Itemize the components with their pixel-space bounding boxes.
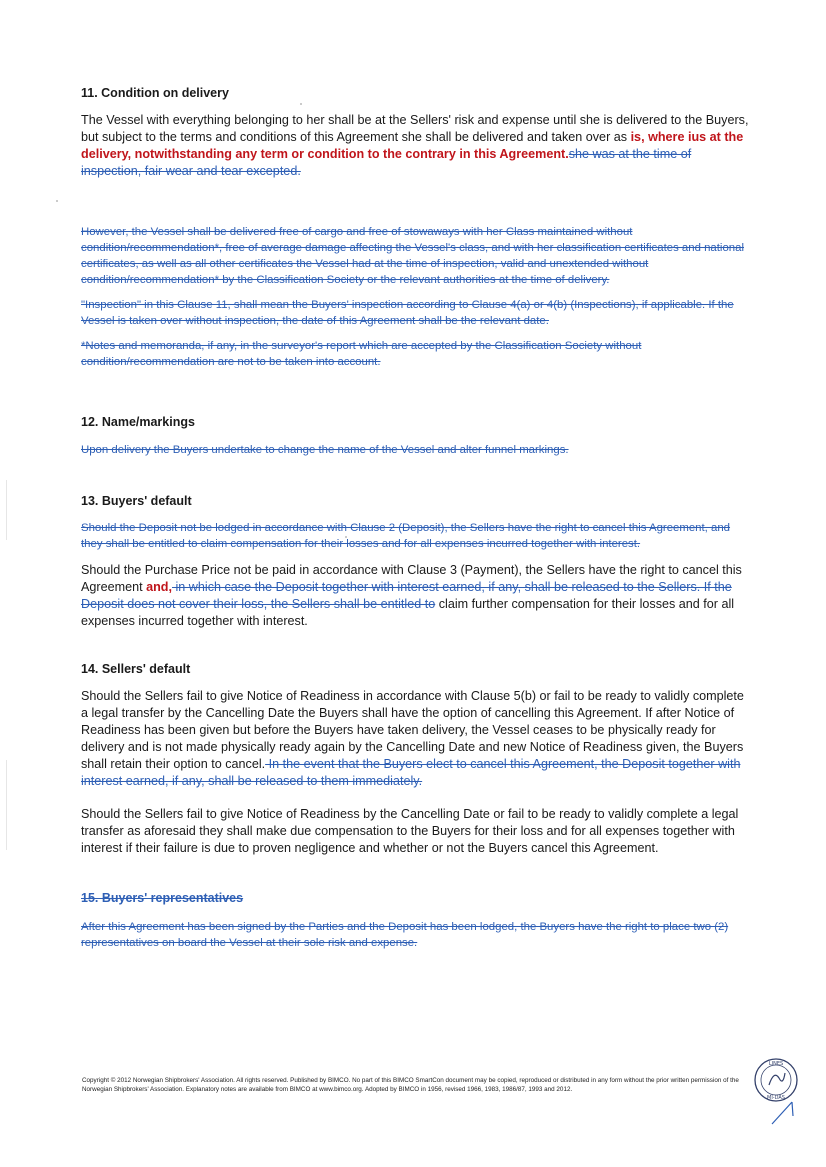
- margin-mark: [6, 760, 7, 850]
- clause-heading: 13. Buyers' default: [81, 494, 192, 508]
- inserted-text: and,: [146, 580, 172, 594]
- inserted-text: is, where ius at the delivery, notwithstanding any term or condition to the contrary in this Agreement.: [81, 130, 744, 161]
- clause-15: [81, 891, 751, 951]
- body-text: Should the Sellers fail to give Notice of Readiness in accordance with Clause 5(b) or fail to be ready to validly complete a legal transfer by the Cancelling Date the Buyers shall have the option of cancelling this Agreement. If after Notice of Readiness has been given but before the Buyers have taken delivery, the Vessel ceases to be physically ready for delivery and is not made physically ready again by the Cancelling Date and new Notice of Readiness given, the Buyers shall retain their option to cancel.: [81, 689, 744, 771]
- margin-mark: [6, 480, 7, 540]
- body-paragraph: Should the Sellers fail to give Notice of Readiness by the Cancelling Date or fail to be ready to validly complete a legal transfer as aforesaid they shall make due compensation to the Buyers for their loss and for all expenses together with interest if their failure is due to proven negligence and whether or not the Buyers cancel this Agreement.: [81, 807, 739, 855]
- clause-11: [81, 86, 751, 370]
- svg-text:MI-DAS: MI-DAS: [767, 1095, 785, 1101]
- deleted-paragraph: Upon delivery the Buyers undertake to change the name of the Vessel and alter funnel markings.: [81, 444, 569, 456]
- clause-heading: 14. Sellers' default: [81, 662, 191, 676]
- deleted-paragraph: *Notes and memoranda, if any, in the surveyor's report which are accepted by the Classification Society without condition/recommendation are not to be taken into account.: [81, 340, 642, 368]
- deleted-paragraph: Should the Deposit not be lodged in accordance with Clause 2 (Deposit), the Sellers have the right to cancel this Agreement, and they shall be entitled to claim compensation for their losses and for all expenses incurred together with interest.: [81, 522, 731, 550]
- clause-13: [81, 494, 751, 630]
- clause-heading: 12. Name/markings: [81, 415, 195, 429]
- seal-stamp-icon: [752, 1056, 800, 1126]
- clauses: [81, 86, 751, 951]
- scan-dot: [56, 200, 58, 202]
- deleted-text: in which case the Deposit together with interest earned, if any, shall be released to the Sellers. If the Deposit does not cover their loss, the Sellers shall be entitled to: [81, 580, 732, 611]
- clause-14-paragraph-1: [81, 688, 751, 790]
- clause-14: [81, 662, 751, 857]
- clause-heading: 11. Condition on delivery: [81, 86, 229, 100]
- body-text: Should the Purchase Price not be paid in accordance with Clause 3 (Payment), the Sellers have the right to cancel this Agreement: [81, 563, 742, 594]
- body-text: claim further compensation for their losses and for all expenses incurred together with interest.: [81, 597, 735, 628]
- clause-13-paragraph-2: [81, 562, 751, 630]
- deleted-text: she was at the time of inspection, fair wear and tear excepted.: [81, 147, 692, 178]
- deleted-paragraph: However, the Vessel shall be delivered free of cargo and free of stowaways with her Class maintained without condition/recommendation*, free of average damage affecting the Vessel's class, and with her classification certificates and national certificates, as well as all other certificates the Vessel had at the time of inspection, valid and unextended without condition/recommendation* by the Classification Society or the relevant authorities at the time of delivery.: [81, 226, 744, 286]
- deleted-paragraph: "Inspection" in this Clause 11, shall mean the Buyers' inspection according to Clause 4(a) or 4(b) (Inspections), if applicable. If the Vessel is taken over without inspection, the date of this Agreement shall be the relevant date.: [81, 299, 734, 327]
- clause-11-paragraph-1: [81, 112, 751, 180]
- body-text: The Vessel with everything belonging to her shall be at the Sellers' risk and expense until she is delivered to the Buyers, but subject to the terms and conditions of this Agreement she shall be delivered and taken over as: [81, 113, 749, 144]
- clause-12: [81, 415, 751, 458]
- deleted-paragraph: After this Agreement has been signed by the Parties and the Deposit has been lodged, the Buyers have the right to place two (2) representatives on board the Vessel at their sole risk and expense.: [81, 921, 729, 949]
- clause-heading: 15. Buyers' representatives: [81, 891, 244, 905]
- deleted-text: In the event that the Buyers elect to cancel this Agreement, the Deposit together with interest earned, if any, shall be released to them immediately.: [81, 757, 741, 788]
- svg-text:LINES: LINES: [768, 1061, 784, 1067]
- copyright-footer: Copyright © 2012 Norwegian Shipbrokers' Association. All rights reserved. Published by BIMCO. No part of this BIMCO SmartCon document may be copied, reproduced or distributed in any form without the prior written permission of the Norwegian Shipbrokers' Association. Explanatory notes are available from BIMCO at www.bimco.org. Adopted by BIMCO in 1956, revised 1966, 1983, 1986/87, 1993 and 2012.: [82, 1077, 739, 1093]
